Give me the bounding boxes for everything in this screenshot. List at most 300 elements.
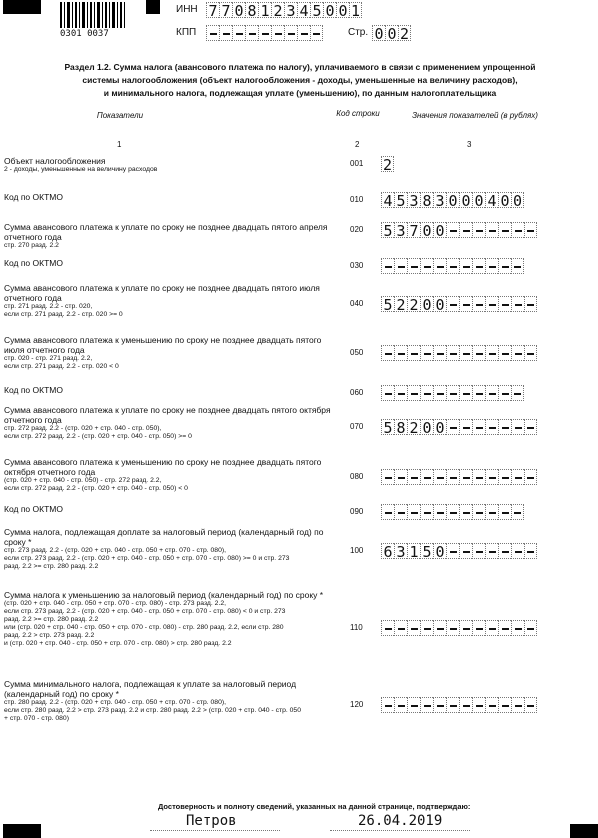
value-cell bbox=[498, 258, 511, 274]
value-cell bbox=[446, 697, 459, 713]
value-cell: 5 bbox=[381, 222, 394, 238]
value-cell: 7 bbox=[407, 222, 420, 238]
value-cell: 0 bbox=[433, 222, 446, 238]
indicator-formula: разд. 2.2 >= стр. 280 разд. 2.2 bbox=[4, 616, 99, 623]
value-cell bbox=[407, 504, 420, 520]
value-cell bbox=[485, 296, 498, 312]
value-cell bbox=[472, 620, 485, 636]
empty-dash bbox=[223, 33, 230, 35]
kpp-label: КПП bbox=[176, 27, 197, 38]
empty-dash bbox=[385, 705, 392, 707]
value-cell bbox=[524, 345, 537, 361]
value-cell bbox=[485, 543, 498, 559]
indicator-formula: и (стр. 020 + стр. 040 - стр. 050 + стр. 070 - стр. 080) > стр. 280 разд. 2.2 bbox=[4, 640, 232, 647]
empty-dash bbox=[411, 393, 418, 395]
value-cell: 3 bbox=[433, 192, 446, 208]
column-header-line-code: Код строки bbox=[336, 109, 380, 118]
empty-dash bbox=[476, 512, 483, 514]
empty-dash bbox=[411, 477, 418, 479]
empty-dash bbox=[398, 705, 405, 707]
value-cell bbox=[433, 504, 446, 520]
value-cells[interactable] bbox=[381, 419, 537, 435]
empty-dash bbox=[463, 304, 470, 306]
value-cell bbox=[433, 385, 446, 401]
value-cell: 5 bbox=[381, 419, 394, 435]
value-cells[interactable] bbox=[381, 258, 524, 274]
empty-dash bbox=[527, 304, 534, 306]
value-cell: 0 bbox=[433, 543, 446, 559]
empty-dash bbox=[463, 427, 470, 429]
empty-dash bbox=[489, 628, 496, 630]
value-cell bbox=[511, 620, 524, 636]
empty-dash bbox=[450, 393, 457, 395]
empty-dash bbox=[476, 353, 483, 355]
kpp-cell bbox=[258, 25, 271, 41]
indicator-title: Сумма авансового платежа к уплате по сроку не позднее двадцать пятого июля отчетного года bbox=[4, 283, 320, 303]
value-cells[interactable] bbox=[381, 296, 537, 312]
value-cell bbox=[472, 469, 485, 485]
empty-dash bbox=[515, 230, 522, 232]
empty-dash bbox=[502, 628, 509, 630]
value-cell bbox=[485, 258, 498, 274]
indicator-title: Код по ОКТМО bbox=[4, 258, 63, 268]
line-code: 080 bbox=[350, 472, 364, 481]
indicator-title: Сумма налога к уменьшению за налоговый период (календарный год) по сроку * bbox=[4, 590, 324, 600]
empty-dash bbox=[450, 628, 457, 630]
value-cell bbox=[472, 222, 485, 238]
empty-dash bbox=[463, 230, 470, 232]
value-cell bbox=[394, 620, 407, 636]
value-cells[interactable] bbox=[381, 697, 537, 713]
value-cell bbox=[446, 419, 459, 435]
value-cell: 6 bbox=[381, 543, 394, 559]
barcode-number: 0301 0037 bbox=[60, 29, 109, 39]
value-cell: 0 bbox=[459, 192, 472, 208]
value-cell: 2 bbox=[407, 296, 420, 312]
section-title bbox=[20, 61, 580, 100]
indicator-title: Код по ОКТМО bbox=[4, 504, 63, 514]
line-code: 001 bbox=[350, 159, 364, 168]
line-code: 060 bbox=[350, 388, 364, 397]
empty-dash bbox=[476, 427, 483, 429]
signature-value: Петров bbox=[186, 813, 237, 829]
value-cell: 0 bbox=[420, 419, 433, 435]
value-cell bbox=[459, 222, 472, 238]
value-cell: 5 bbox=[420, 543, 433, 559]
value-cell bbox=[407, 620, 420, 636]
value-cell: 0 bbox=[472, 192, 485, 208]
value-cell bbox=[407, 697, 420, 713]
empty-dash bbox=[385, 353, 392, 355]
value-cell: 5 bbox=[394, 192, 407, 208]
empty-dash bbox=[385, 477, 392, 479]
empty-dash bbox=[527, 628, 534, 630]
value-cell bbox=[498, 469, 511, 485]
value-cell bbox=[407, 345, 420, 361]
value-cell bbox=[433, 697, 446, 713]
inn-cell: 5 bbox=[310, 2, 323, 18]
barcode bbox=[58, 2, 126, 30]
empty-dash bbox=[463, 551, 470, 553]
inn-cell: 3 bbox=[284, 2, 297, 18]
indicator-formula: стр. 280 разд. 2.2 - (стр. 020 + стр. 040 - стр. 050 + стр. 070 - стр. 080), bbox=[4, 699, 227, 706]
date-value: 26.04.2019 bbox=[358, 813, 443, 829]
empty-dash bbox=[236, 33, 243, 35]
empty-dash bbox=[463, 628, 470, 630]
empty-dash bbox=[489, 304, 496, 306]
empty-dash bbox=[476, 705, 483, 707]
empty-dash bbox=[398, 266, 405, 268]
empty-dash bbox=[398, 477, 405, 479]
value-cell bbox=[498, 345, 511, 361]
empty-dash bbox=[476, 477, 483, 479]
indicator-title: Сумма авансового платежа к уменьшению по сроку не позднее двадцать пятого июля отчетного года bbox=[4, 335, 322, 355]
kpp-cell bbox=[245, 25, 258, 41]
line-code: 020 bbox=[350, 225, 364, 234]
value-cell bbox=[446, 469, 459, 485]
line-code: 030 bbox=[350, 261, 364, 270]
empty-dash bbox=[385, 512, 392, 514]
empty-dash bbox=[502, 393, 509, 395]
indicator-formula: стр. 273 разд. 2.2 - (стр. 020 + стр. 040 - стр. 050 + стр. 070 - стр. 080), bbox=[4, 547, 227, 554]
empty-dash bbox=[288, 33, 295, 35]
empty-dash bbox=[527, 353, 534, 355]
column-header-values: Значения показателей (в рублях) bbox=[412, 111, 538, 120]
value-cell bbox=[524, 697, 537, 713]
empty-dash bbox=[398, 353, 405, 355]
empty-dash bbox=[301, 33, 308, 35]
value-cells[interactable] bbox=[381, 192, 524, 208]
value-cell bbox=[407, 258, 420, 274]
value-cell: 0 bbox=[433, 296, 446, 312]
indicator-row bbox=[4, 222, 334, 250]
value-cell bbox=[524, 620, 537, 636]
page-number-cell: 0 bbox=[385, 25, 398, 41]
empty-dash bbox=[463, 705, 470, 707]
value-cell: 0 bbox=[433, 419, 446, 435]
kpp-cell bbox=[206, 25, 219, 41]
indicator-formula: + стр. 070 - стр. 080) bbox=[4, 715, 69, 722]
empty-dash bbox=[385, 628, 392, 630]
inn-cell: 0 bbox=[232, 2, 245, 18]
empty-dash bbox=[514, 393, 521, 395]
empty-dash bbox=[463, 353, 470, 355]
empty-dash bbox=[489, 705, 496, 707]
value-cell bbox=[394, 385, 407, 401]
empty-dash bbox=[515, 628, 522, 630]
empty-dash bbox=[450, 705, 457, 707]
indicator-formula: если стр. 280 разд. 2.2 > стр. 273 разд. 2.2 и стр. 280 разд. 2.2 > (стр. 020 + стр. 040 - стр. 050 bbox=[4, 707, 301, 714]
value-cell: 1 bbox=[407, 543, 420, 559]
indicator-row bbox=[4, 156, 334, 174]
value-cell: 3 bbox=[407, 192, 420, 208]
value-cell bbox=[394, 697, 407, 713]
empty-dash bbox=[502, 477, 509, 479]
corner-marker-bottom-right bbox=[570, 824, 598, 838]
value-cells[interactable] bbox=[381, 543, 537, 559]
inn-cell: 7 bbox=[219, 2, 232, 18]
value-cell: 2 bbox=[394, 296, 407, 312]
empty-dash bbox=[489, 266, 496, 268]
indicator-formula: стр. 271 разд. 2.2 - стр. 020, bbox=[4, 303, 93, 310]
value-cell bbox=[459, 345, 472, 361]
value-cell bbox=[511, 296, 524, 312]
empty-dash bbox=[424, 266, 431, 268]
empty-dash bbox=[463, 512, 470, 514]
empty-dash bbox=[450, 551, 457, 553]
line-code: 050 bbox=[350, 348, 364, 357]
value-cell bbox=[498, 697, 511, 713]
page-label: Стр. bbox=[348, 27, 369, 38]
value-cell bbox=[446, 258, 459, 274]
value-cell bbox=[498, 296, 511, 312]
kpp-cells bbox=[206, 25, 323, 41]
value-cells[interactable] bbox=[381, 156, 394, 172]
value-cell bbox=[511, 543, 524, 559]
indicator-formula: стр. 020 - стр. 271 разд. 2.2, bbox=[4, 355, 93, 362]
column-number-2: 2 bbox=[355, 140, 360, 149]
inn-label: ИНН bbox=[176, 4, 198, 15]
value-cell bbox=[459, 697, 472, 713]
value-cell bbox=[381, 620, 394, 636]
value-cell bbox=[511, 258, 524, 274]
empty-dash bbox=[450, 266, 457, 268]
value-cell bbox=[381, 345, 394, 361]
value-cells[interactable] bbox=[381, 345, 537, 361]
value-cell bbox=[433, 345, 446, 361]
empty-dash bbox=[424, 628, 431, 630]
value-cell bbox=[459, 296, 472, 312]
empty-dash bbox=[450, 477, 457, 479]
value-cell bbox=[524, 469, 537, 485]
empty-dash bbox=[502, 230, 509, 232]
empty-dash bbox=[249, 33, 256, 35]
page-number-cell: 2 bbox=[399, 25, 410, 43]
indicator-row bbox=[4, 504, 334, 514]
section-title-line-3: и минимального налога, подлежащая уплате (уменьшению), по данным налогоплательщика bbox=[103, 88, 497, 98]
indicator-title: Объект налогообложения bbox=[4, 156, 106, 166]
value-cell bbox=[485, 385, 498, 401]
value-cell bbox=[511, 504, 524, 520]
indicator-formula: или (стр. 020 + стр. 040 - стр. 050 + стр. 070 - стр. 080) - стр. 280 разд. 2.2, если стр. 280 bbox=[4, 624, 284, 631]
indicator-formula: (стр. 020 + стр. 040 - стр. 050) - стр. 272 разд. 2.2, bbox=[4, 477, 162, 484]
value-cell bbox=[394, 345, 407, 361]
value-cell bbox=[498, 543, 511, 559]
value-cell bbox=[459, 258, 472, 274]
value-cell bbox=[511, 222, 524, 238]
value-cells[interactable] bbox=[381, 504, 524, 520]
value-cell bbox=[511, 419, 524, 435]
confirm-text: Достоверность и полноту сведений, указанных на данной странице, подтверждаю: bbox=[158, 802, 471, 811]
empty-dash bbox=[424, 705, 431, 707]
value-cell bbox=[511, 697, 524, 713]
value-cell bbox=[459, 385, 472, 401]
value-cell: 0 bbox=[512, 192, 523, 210]
value-cell bbox=[381, 697, 394, 713]
indicator-formula: разд. 2.2 >= стр. 280 разд. 2.2 bbox=[4, 563, 99, 570]
inn-cell: 0 bbox=[336, 2, 349, 18]
empty-dash bbox=[515, 705, 522, 707]
empty-dash bbox=[514, 512, 521, 514]
indicator-formula: если стр. 271 разд. 2.2 - стр. 020 >= 0 bbox=[4, 311, 123, 318]
empty-dash bbox=[385, 393, 392, 395]
empty-dash bbox=[424, 393, 431, 395]
value-cells[interactable] bbox=[381, 222, 537, 238]
value-cell bbox=[485, 697, 498, 713]
indicator-title: Сумма авансового платежа к уменьшению по сроку не позднее двадцать пятого октября отчетного года bbox=[4, 457, 322, 477]
value-cell bbox=[446, 296, 459, 312]
empty-dash bbox=[527, 427, 534, 429]
empty-dash bbox=[502, 266, 509, 268]
value-cell bbox=[420, 345, 433, 361]
empty-dash bbox=[411, 353, 418, 355]
indicator-formula: если стр. 273 разд. 2.2 - (стр. 020 + стр. 040 - стр. 050 + стр. 070 - стр. 080) < 0 и стр. 273 bbox=[4, 608, 286, 615]
column-number-1: 1 bbox=[117, 140, 122, 149]
empty-dash bbox=[424, 477, 431, 479]
kpp-cell bbox=[297, 25, 310, 41]
empty-dash bbox=[463, 477, 470, 479]
value-cell bbox=[511, 385, 524, 401]
value-cell bbox=[472, 258, 485, 274]
line-code: 010 bbox=[350, 195, 364, 204]
kpp-cell bbox=[310, 25, 323, 41]
line-code: 070 bbox=[350, 422, 364, 431]
line-code: 090 bbox=[350, 507, 364, 516]
indicator-title: Код по ОКТМО bbox=[4, 385, 63, 395]
empty-dash bbox=[489, 427, 496, 429]
line-code: 110 bbox=[350, 623, 363, 632]
value-cell bbox=[420, 620, 433, 636]
value-cell bbox=[485, 345, 498, 361]
indicator-title: Сумма налога, подлежащая доплате за налоговый период (календарный год) по сроку * bbox=[4, 527, 324, 547]
corner-marker-bottom-left bbox=[3, 824, 41, 838]
empty-dash bbox=[476, 628, 483, 630]
empty-dash bbox=[275, 33, 282, 35]
inn-cells bbox=[206, 2, 362, 18]
value-cells[interactable] bbox=[381, 469, 537, 485]
value-cell bbox=[446, 543, 459, 559]
empty-dash bbox=[527, 230, 534, 232]
empty-dash bbox=[514, 266, 521, 268]
value-cells[interactable] bbox=[381, 385, 524, 401]
empty-dash bbox=[424, 353, 431, 355]
corner-marker-top-left bbox=[3, 0, 41, 14]
kpp-cell bbox=[284, 25, 297, 41]
indicator-row bbox=[4, 527, 334, 571]
value-cell bbox=[472, 385, 485, 401]
indicator-row bbox=[4, 283, 334, 319]
inn-cell: 0 bbox=[323, 2, 336, 18]
empty-dash bbox=[489, 477, 496, 479]
empty-dash bbox=[437, 512, 444, 514]
value-cell bbox=[485, 419, 498, 435]
value-cell bbox=[433, 469, 446, 485]
corner-marker-top-right bbox=[146, 0, 160, 14]
empty-dash bbox=[450, 427, 457, 429]
empty-dash bbox=[515, 353, 522, 355]
inn-cell: 1 bbox=[258, 2, 271, 18]
inn-cell: 1 bbox=[350, 2, 361, 20]
empty-dash bbox=[411, 705, 418, 707]
empty-dash bbox=[527, 551, 534, 553]
value-cell: 5 bbox=[381, 296, 394, 312]
value-cell: 4 bbox=[381, 192, 394, 208]
value-cell bbox=[472, 419, 485, 435]
line-code: 120 bbox=[350, 700, 364, 709]
value-cell bbox=[420, 504, 433, 520]
empty-dash bbox=[489, 230, 496, 232]
value-cell bbox=[472, 697, 485, 713]
value-cell bbox=[498, 620, 511, 636]
empty-dash bbox=[502, 304, 509, 306]
empty-dash bbox=[437, 628, 444, 630]
value-cell bbox=[381, 469, 394, 485]
empty-dash bbox=[450, 304, 457, 306]
column-number-3: 3 bbox=[467, 140, 472, 149]
value-cell bbox=[498, 419, 511, 435]
empty-dash bbox=[527, 477, 534, 479]
indicator-title: Сумма авансового платежа к уплате по сроку не позднее двадцать пятого октября отчетного года bbox=[4, 405, 331, 425]
value-cell bbox=[394, 258, 407, 274]
value-cell: 0 bbox=[498, 192, 511, 208]
value-cell: 2 bbox=[407, 419, 420, 435]
value-cell bbox=[485, 620, 498, 636]
empty-dash bbox=[476, 551, 483, 553]
value-cell: 3 bbox=[394, 543, 407, 559]
kpp-cell bbox=[232, 25, 245, 41]
indicator-formula: если стр. 272 разд. 2.2 - (стр. 020 + стр. 040 - стр. 050) < 0 bbox=[4, 485, 188, 492]
value-cells[interactable] bbox=[381, 620, 537, 636]
empty-dash bbox=[437, 393, 444, 395]
value-cell bbox=[420, 385, 433, 401]
value-cell: 0 bbox=[420, 296, 433, 312]
page-number-cell: 0 bbox=[372, 25, 385, 41]
indicator-formula: если стр. 273 разд. 2.2 - (стр. 020 + стр. 040 - стр. 050 + стр. 070 - стр. 080) >= 0 и стр. 273 bbox=[4, 555, 290, 562]
indicator-row bbox=[4, 457, 334, 493]
empty-dash bbox=[489, 393, 496, 395]
empty-dash bbox=[437, 705, 444, 707]
inn-cell: 4 bbox=[297, 2, 310, 18]
empty-dash bbox=[398, 628, 405, 630]
indicator-row bbox=[4, 679, 334, 723]
empty-dash bbox=[527, 705, 534, 707]
value-cell: 8 bbox=[420, 192, 433, 208]
value-cell bbox=[394, 504, 407, 520]
empty-dash bbox=[411, 266, 418, 268]
value-cell: 0 bbox=[420, 222, 433, 238]
value-cell bbox=[459, 469, 472, 485]
empty-dash bbox=[437, 477, 444, 479]
value-cell bbox=[472, 504, 485, 520]
indicator-row bbox=[4, 405, 334, 441]
inn-cell: 8 bbox=[245, 2, 258, 18]
value-cell bbox=[498, 222, 511, 238]
empty-dash bbox=[450, 230, 457, 232]
value-cell bbox=[394, 469, 407, 485]
page-number-cells bbox=[372, 25, 411, 41]
value-cell bbox=[472, 345, 485, 361]
section-title-line-1: Раздел 1.2. Сумма налога (авансового платежа по налогу), уплачиваемого в связи с применением упрощенной bbox=[64, 62, 536, 72]
inn-cell: 7 bbox=[206, 2, 219, 18]
value-cell bbox=[381, 504, 394, 520]
empty-dash bbox=[437, 266, 444, 268]
indicator-row bbox=[4, 192, 334, 202]
value-cell bbox=[524, 543, 537, 559]
value-cell bbox=[511, 469, 524, 485]
empty-dash bbox=[502, 705, 509, 707]
value-cell bbox=[459, 620, 472, 636]
barcode-image bbox=[58, 2, 126, 30]
